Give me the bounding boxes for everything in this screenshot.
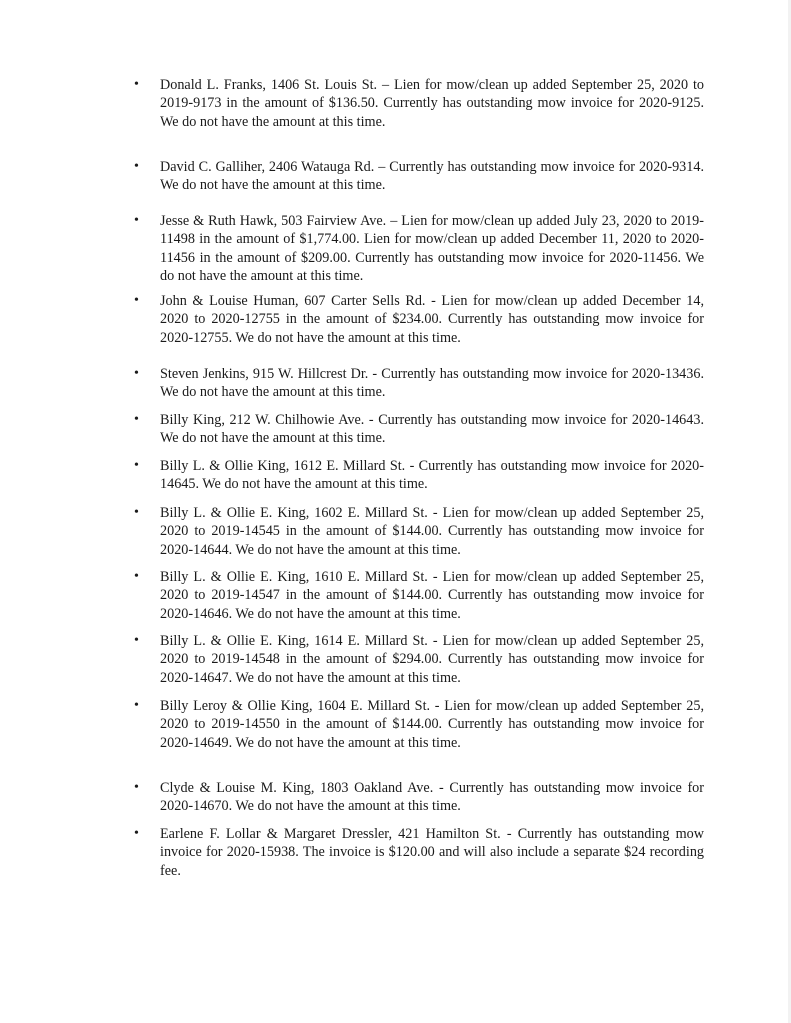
list-item (134, 76, 704, 131)
list-item-text: John & Louise Human, 607 Carter Sells Rd. - Lien for mow/clean up added December 14, 2020 to 2020-12755 in the amount of $234.00. Currently has outstanding mow invoice for 2020-12755. We do not have the amount at this time. (160, 293, 704, 346)
list-item (134, 568, 704, 623)
list-item (134, 365, 704, 402)
list-item-text: Billy L. & Ollie E. King, 1602 E. Millard St. - Lien for mow/clean up added September 25, 2020 to 2019-14545 in the amount of $144.00. Currently has outstanding mow invoice for 2020-14644. We do not have the amount at this time. (160, 505, 704, 558)
bullet-icon: • (134, 293, 139, 308)
bullet-icon: • (134, 366, 139, 381)
list-item-text: Clyde & Louise M. King, 1803 Oakland Ave. - Currently has outstanding mow invoice for 2020-14670. We do not have the amount at this time. (160, 780, 704, 815)
list-item-text: Billy L. & Ollie E. King, 1614 E. Millard St. - Lien for mow/clean up added September 25, 2020 to 2019-14548 in the amount of $294.00. Currently has outstanding mow invoice for 2020-14647. We do not have the amount at this time. (160, 633, 704, 686)
bullet-icon: • (134, 77, 139, 92)
bullet-icon: • (134, 569, 139, 584)
list-item (134, 158, 704, 195)
list-item-text: Steven Jenkins, 915 W. Hillcrest Dr. - Currently has outstanding mow invoice for 2020-13436. We do not have the amount at this time. (160, 366, 704, 401)
list-item (134, 212, 704, 285)
bullet-icon: • (134, 213, 139, 228)
list-item-text: Earlene F. Lollar & Margaret Dressler, 421 Hamilton St. - Currently has outstanding mow invoice for 2020-15938. The invoice is $120.00 and will also include a separate $24 recording fee. (160, 826, 704, 879)
list-item-text: Donald L. Franks, 1406 St. Louis St. – Lien for mow/clean up added September 25, 2020 to 2019-9173 in the amount of $136.50. Currently has outstanding mow invoice for 2020-9125. We do not have the amount at this time. (160, 77, 704, 130)
list-item (134, 825, 704, 880)
list-item (134, 632, 704, 687)
bullet-icon: • (134, 159, 139, 174)
bullet-icon: • (134, 698, 139, 713)
list-item-text: Billy Leroy & Ollie King, 1604 E. Millard St. - Lien for mow/clean up added September 25, 2020 to 2019-14550 in the amount of $144.00. Currently has outstanding mow invoice for 2020-14649. We do not have the amount at this time. (160, 698, 704, 751)
list-item (134, 779, 704, 816)
bullet-icon: • (134, 780, 139, 795)
list-item-text: Billy King, 212 W. Chilhowie Ave. - Currently has outstanding mow invoice for 2020-14643. We do not have the amount at this time. (160, 412, 704, 447)
list-item-text: David C. Galliher, 2406 Watauga Rd. – Currently has outstanding mow invoice for 2020-9314. We do not have the amount at this time. (160, 159, 704, 194)
list-item (134, 504, 704, 559)
list-item-text: Billy L. & Ollie King, 1612 E. Millard St. - Currently has outstanding mow invoice for 2020-14645. We do not have the amount at this time. (160, 458, 704, 493)
bullet-icon: • (134, 458, 139, 473)
bullet-icon: • (134, 633, 139, 648)
bullet-icon: • (134, 412, 139, 427)
bullet-icon: • (134, 505, 139, 520)
list-item (134, 457, 704, 494)
list-item-text: Billy L. & Ollie E. King, 1610 E. Millard St. - Lien for mow/clean up added September 25, 2020 to 2019-14547 in the amount of $144.00. Currently has outstanding mow invoice for 2020-14646. We do not have the amount at this time. (160, 569, 704, 622)
list-item (134, 411, 704, 448)
list-item (134, 292, 704, 347)
list-item (134, 697, 704, 752)
list-item-text: Jesse & Ruth Hawk, 503 Fairview Ave. – Lien for mow/clean up added July 23, 2020 to 2019-11498 in the amount of $1,774.00. Lien for mow/clean up added December 11, 2020 to 2020-11456 in the amount of $209.00. Currently has outstanding mow invoice for 2020-11456. We do not have the amount at this time. (160, 213, 704, 284)
bullet-icon: • (134, 826, 139, 841)
